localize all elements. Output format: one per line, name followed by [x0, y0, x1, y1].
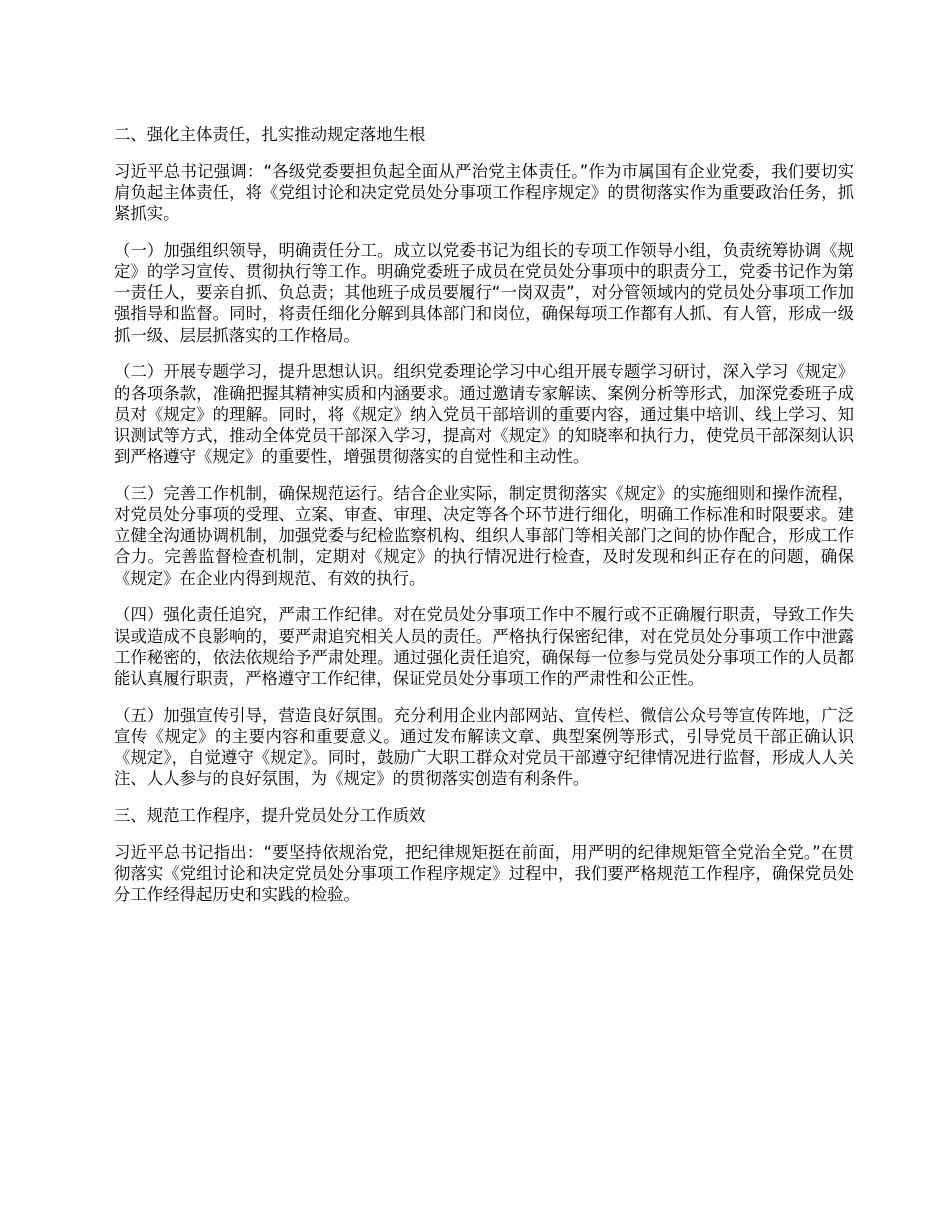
- section-heading-3: 三、规范工作程序，提升党员处分工作质效: [114, 805, 426, 825]
- section-2-intro: 习近平总书记强调：“各级党委要担负起全面从严治党主体责任。”作为市属国有企业党委，我们要切实肩负起主体责任，将《党组讨论和决定党员处分事项工作程序规定》的贯彻落实作为重要政治任务，抓紧抓实。: [114, 161, 854, 224]
- section-3-intro: 习近平总书记指出：“要坚持依规治党，把纪律规矩挺在前面，用严明的纪律规矩管全党治全党。”在贯彻落实《党组讨论和决定党员处分事项工作程序规定》过程中，我们要严格规范工作程序，确保党员处分工作经得起历史和实践的检验。: [114, 842, 854, 905]
- item-1-organization-leadership: （一）加强组织领导，明确责任分工。成立以党委书记为组长的专项工作领导小组，负责统筹协调《规定》的学习宣传、贯彻执行等工作。明确党委班子成员在党员处分事项中的职责分工，党委书记作为第一责任人，要亲自抓、负总责；其他班子成员要履行“一岗双责”，对分管领域内的党员处分事项工作加强指导和监督。同时，将责任细化分解到具体部门和岗位，确保每项工作都有人抓、有人管，形成一级抓一级、层层抓落实的工作格局。: [114, 240, 854, 345]
- item-3-work-mechanism: （三）完善工作机制，确保规范运行。结合企业实际，制定贯彻落实《规定》的实施细则和操作流程，对党员处分事项的受理、立案、审查、审理、决定等各个环节进行细化，明确工作标准和时限要求。建立健全沟通协调机制，加强党委与纪检监察机构、组织人事部门等相关部门之间的协作配合，形成工作合力。完善监督检查机制，定期对《规定》的执行情况进行检查，及时发现和纠正存在的问题，确保《规定》在企业内得到规范、有效的执行。: [114, 483, 854, 588]
- item-5-publicity: （五）加强宣传引导，营造良好氛围。充分利用企业内部网站、宣传栏、微信公众号等宣传阵地，广泛宣传《规定》的主要内容和重要意义。通过发布解读文章、典型案例等形式，引导党员干部正确认识《规定》，自觉遵守《规定》。同时，鼓励广大职工群众对党员干部遵守纪律情况进行监督，形成人人关注、人人参与的良好氛围，为《规定》的贯彻落实创造有利条件。: [114, 705, 854, 789]
- document-body: [114, 124, 854, 921]
- item-2-special-study: （二）开展专题学习，提升思想认识。组织党委理论学习中心组开展专题学习研讨，深入学习《规定》的各项条款，准确把握其精神实质和内涵要求。通过邀请专家解读、案例分析等形式，加深党委班子成员对《规定》的理解。同时，将《规定》纳入党员干部培训的重要内容，通过集中培训、线上学习、知识测试等方式，推动全体党员干部深入学习，提高对《规定》的知晓率和执行力，使党员干部深刻认识到严格遵守《规定》的重要性，增强贯彻落实的自觉性和主动性。: [114, 362, 854, 467]
- item-4-accountability: （四）强化责任追究，严肃工作纪律。对在党员处分事项工作中不履行或不正确履行职责，导致工作失误或造成不良影响的，要严肃追究相关人员的责任。严格执行保密纪律，对在党员处分事项工作中泄露工作秘密的，依法依规给予严肃处理。通过强化责任追究，确保每一位参与党员处分事项工作的人员都能认真履行职责，严格遵守工作纪律，保证党员处分事项工作的严肃性和公正性。: [114, 605, 854, 688]
- section-heading-2: 二、强化主体责任，扎实推动规定落地生根: [114, 125, 426, 144]
